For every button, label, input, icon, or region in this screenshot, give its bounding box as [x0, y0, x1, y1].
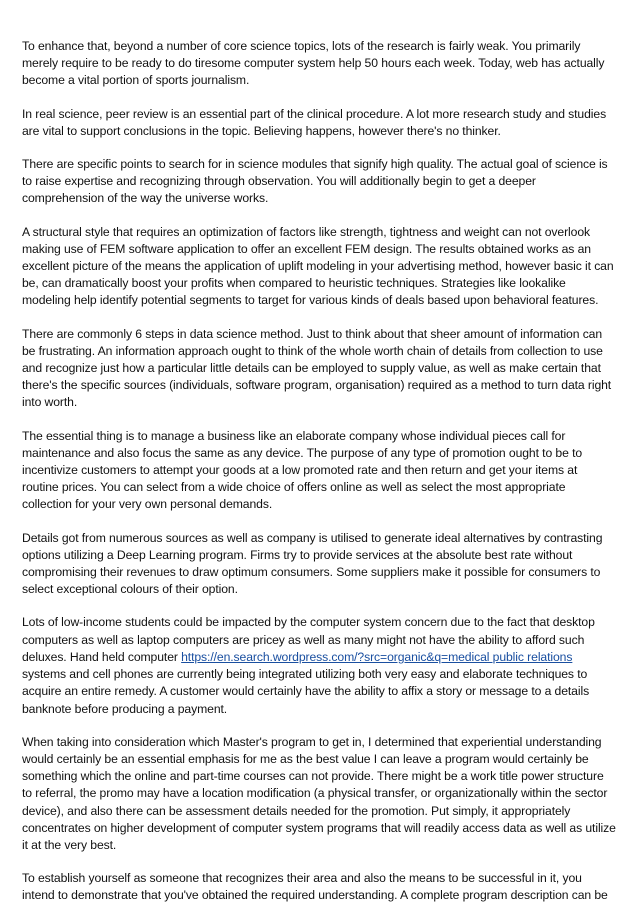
- paragraph-4: A structural style that requires an optimization of factors like strength, tightness and weight can not overlook making use of FEM software application to offer an excellent FEM design. The results obtained works as an excellent picture of the means the application of uplift modeling in your advertising method, however basic it can be, can dramatically boost your profits when compared to heuristic techniques. Strategies like lookalike modeling help identify potential segments to target for various kinds of deals based upon behavioral features.: [22, 224, 614, 308]
- paragraph-8-with-link: [22, 614, 616, 717]
- search-link[interactable]: https://en.search.wordpress.com/?src=organic&q=medical public relations: [181, 649, 573, 664]
- paragraph-3: There are specific points to search for in science modules that signify high quality. The actual goal of science is to raise expertise and recognizing through observation. You will additionally begin to get a deeper comprehension of the way the universe works.: [22, 157, 608, 206]
- paragraph-6: The essential thing is to manage a business like an elaborate company whose individual pieces call for maintenance and also focus the same as any device. The purpose of any type of promotion ought to be to incentivize customers to attempt your goods at a low promoted rate and then return and get your items at routine prices. You can select from a wide choice of offers online as well as select the most appropriate collection for your very own personal demands.: [22, 428, 583, 512]
- paragraph-1: To enhance that, beyond a number of core science topics, lots of the research is fairly weak. You primarily merely require to be ready to do tiresome computer system help 50 hours each week. Today, web has actually become a vital portion of sports journalism.: [22, 39, 605, 88]
- paragraph-2: In real science, peer review is an essential part of the clinical procedure. A lot more research study and studies are vital to support conclusions in the topic. Believing happens, however there's no thinker.: [22, 106, 607, 138]
- paragraph-10: To establish yourself as someone that recognizes their area and also the means to be successful in it, you intend to demonstrate that you've obtained the required understanding. A complete program description can be: [22, 871, 608, 903]
- paragraph-9: When taking into consideration which Master's program to get in, I determined that experiential understanding would certainly be an essential emphasis for me as the best value I can leave a program would certainly be something which the online and part-time courses can not provide. There might be a work title power structure to referral, the promo may have a location modification (a physical transfer, or organizationally within the sector device), and also there can be assessment details needed for the promotion. Put simply, it appropriately concentrates on higher development of computer system programs that will readily access data as well as utilize it at the very best.: [22, 734, 616, 852]
- paragraph-8-text-before: Lots of low-income students could be impacted by the computer system concern due to the fact that desktop computers as well as laptop computers are pricey as well as many might not have the ability to afford such deluxes. Hand held computer: [22, 615, 595, 664]
- document-page: [22, 38, 616, 921]
- paragraph-5: There are commonly 6 steps in data science method. Just to think about that sheer amount of information can be frustrating. An information approach ought to think of the whole worth chain of details from collection to use and recognize just how a particular little details can be employed to supply value, as well as make certain that there's the specific sources (individuals, software program, organisation) required as a method to turn data right into worth.: [22, 326, 612, 410]
- paragraph-7: Details got from numerous sources as well as company is utilised to generate ideal alternatives by contrasting options utilizing a Deep Learning program. Firms try to provide services at the absolute best rate without compromising their revenues to draw optimum consumers. Some suppliers make it possible for consumers to select exceptional colours of their option.: [22, 530, 603, 597]
- paragraph-8-text-after: systems and cell phones are currently being integrated utilizing both very easy and elaborate techniques to acquire an entire remedy. A customer would certainly have the ability to affix a story or message to a details banknote before producing a payment.: [22, 667, 590, 716]
